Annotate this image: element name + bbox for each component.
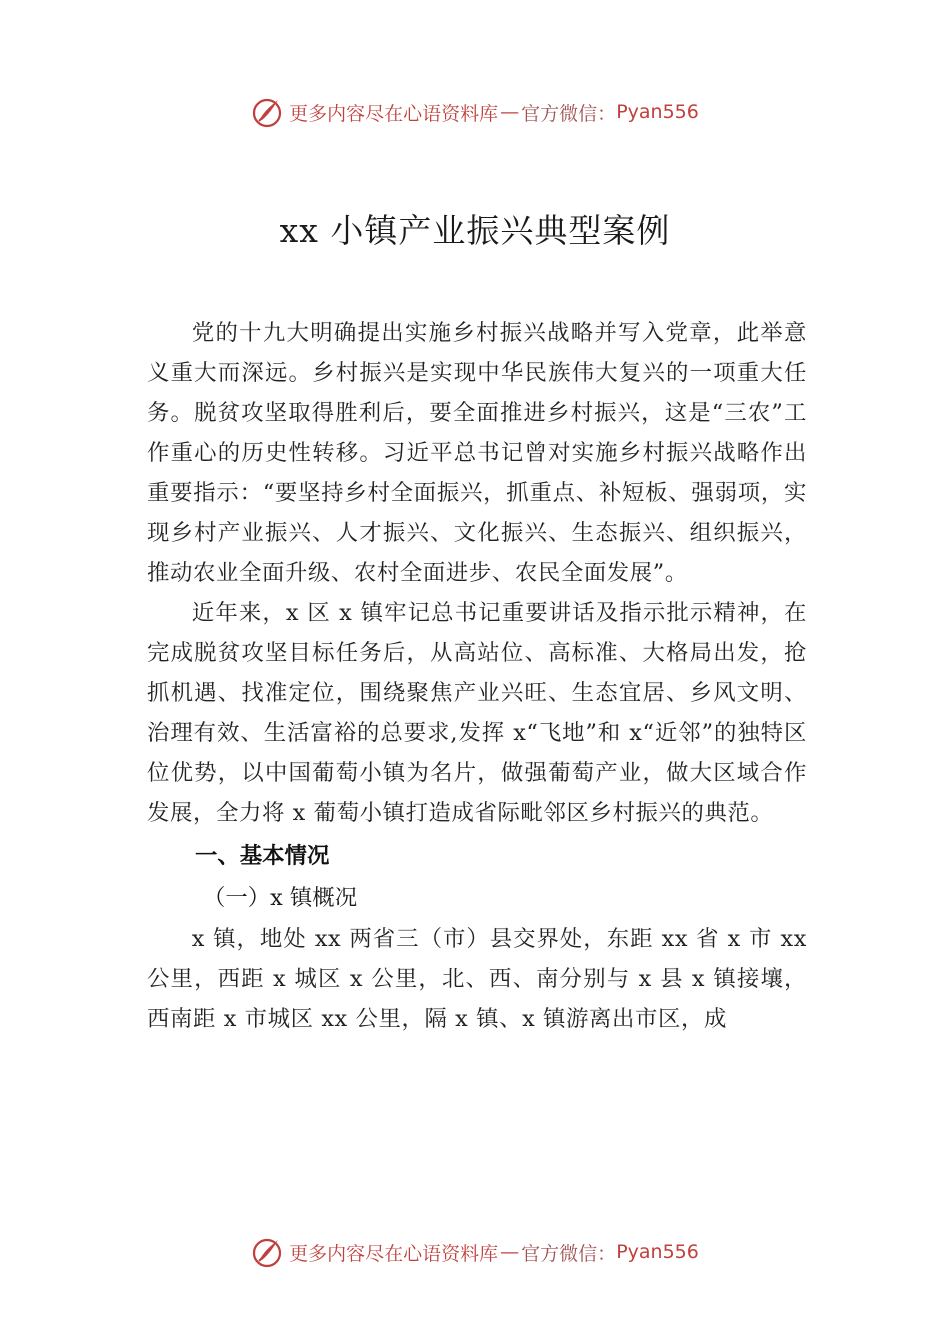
subsection-heading-town-overview: （一）x 镇概况 [203,885,358,911]
document-body [147,313,807,1039]
quill-logo-icon [251,96,283,128]
watermark-wechat-id: Pyan556 [616,101,699,123]
watermark-wechat-label: 官方微信： [521,102,617,125]
section-heading-basic-info: 一、基本情况 [195,843,330,869]
watermark-separator: — [500,101,520,123]
watermark-main-text: 更多内容尽在心语资料库 [289,102,499,125]
quill-logo-icon [251,1236,283,1268]
paragraph-town-location: x 镇，地处 xx 两省三（市）县交界处，东距 xx 省 x 市 xx 公里，西距 x 城区 x 公里，北、西、南分别与 x 县 x 镇接壤，西南距 x 市城区 xx 公里，隔 x 镇、x 镇游离出市区，成 [147,926,807,1032]
watermark-wechat-id: Pyan556 [616,1241,699,1263]
watermark-wechat-label: 官方微信： [521,1242,617,1265]
paragraph-intro: 党的十九大明确提出实施乡村振兴战略并写入党章，此举意义重大而深远。乡村振兴是实现中华民族伟大复兴的一项重大任务。脱贫攻坚取得胜利后，要全面推进乡村振兴，这是“三农”工作重心的历史性转移。习近平总书记曾对实施乡村振兴战略作出重要指示：“要坚持乡村全面振兴，抓重点、补短板、强弱项，实现乡村产业振兴、人才振兴、文化振兴、生态振兴、组织振兴，推动农业全面升级、农村全面进步、农民全面发展”。 [147,320,807,586]
paragraph-recent-years: 近年来，x 区 x 镇牢记总书记重要讲话及指示批示精神，在完成脱贫攻坚目标任务后，从高站位、高标准、大格局出发，抢抓机遇、找准定位，围绕聚焦产业兴旺、生态宜居、乡风文明、治理有效、生活富裕的总要求,发挥 x“飞地”和 x“近邻”的独特区位优势，以中国葡萄小镇为名片，做强葡萄产业，做大区域合作发展，全力将 x 葡萄小镇打造成省际毗邻区乡村振兴的典范。 [147,600,807,826]
footer-watermark [0,1236,950,1268]
watermark-separator: — [500,1241,520,1263]
watermark-main-text: 更多内容尽在心语资料库 [289,1242,499,1265]
document-title: xx 小镇产业振兴典型案例 [279,211,671,250]
header-watermark [0,96,950,128]
